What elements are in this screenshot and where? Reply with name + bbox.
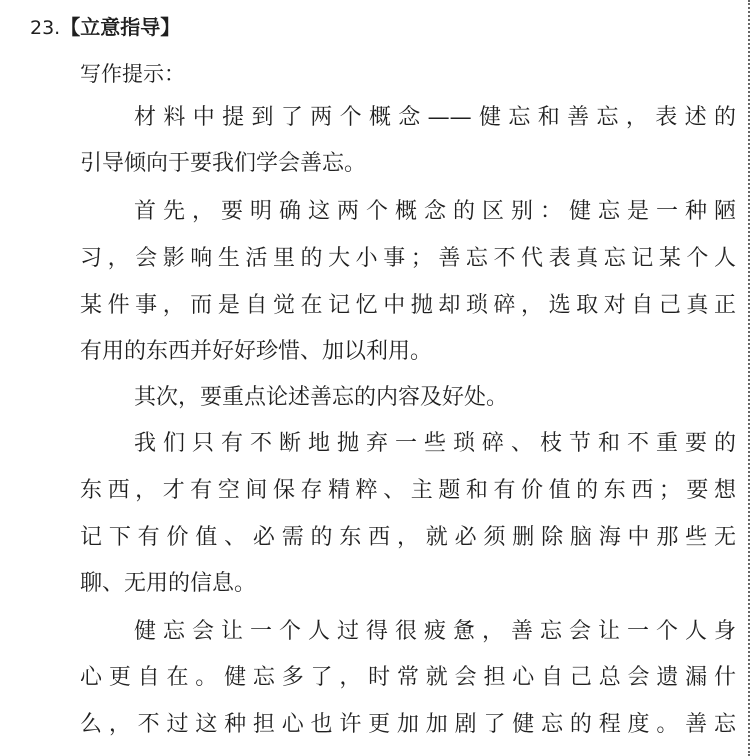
question-heading: [30, 10, 180, 45]
paragraph-line: 首先，要明确这两个概念的区别：健忘是一种陋: [134, 199, 736, 224]
paragraph-line: 心更自在。健忘多了，时常就会担心自己总会遗漏什: [80, 665, 736, 690]
paragraph-line: 材料中提到了两个概念——健忘和善忘，表述的: [134, 105, 736, 130]
question-title: 【立意指导】: [60, 15, 181, 39]
paragraph-line: 么，不过这种担心也许更加加剧了健忘的程度。善忘: [80, 712, 736, 737]
paragraph-line: 我们只有不断地抛弃一些琐碎、枝节和不重要的: [134, 431, 736, 456]
paragraph-line: 有用的东西并好好珍惜、加以利用。: [80, 339, 433, 364]
paragraph-line: 记下有价值、必需的东西，就必须删除脑海中那些无: [80, 525, 736, 550]
writing-tips-label: 写作提示：: [80, 62, 185, 86]
paragraph-line: 习，会影响生活里的大小事；善忘不代表真忘记某个人: [80, 246, 736, 271]
column-divider: [748, 0, 750, 756]
paragraph-line: 引导倾向于要我们学会善忘。: [80, 151, 367, 176]
paragraph-line: 其次，要重点论述善忘的内容及好处。: [134, 385, 509, 410]
paragraph-line: 聊、无用的信息。: [80, 571, 257, 596]
question-number: 23.: [30, 17, 61, 39]
paragraph-line: 健忘会让一个人过得很疲惫，善忘会让一个人身: [134, 619, 736, 644]
paragraph-line: 某件事，而是自觉在记忆中抛却琐碎，选取对自己真正: [80, 293, 736, 318]
paragraph-line: 东西，才有空间保存精粹、主题和有价值的东西；要想: [80, 478, 736, 503]
